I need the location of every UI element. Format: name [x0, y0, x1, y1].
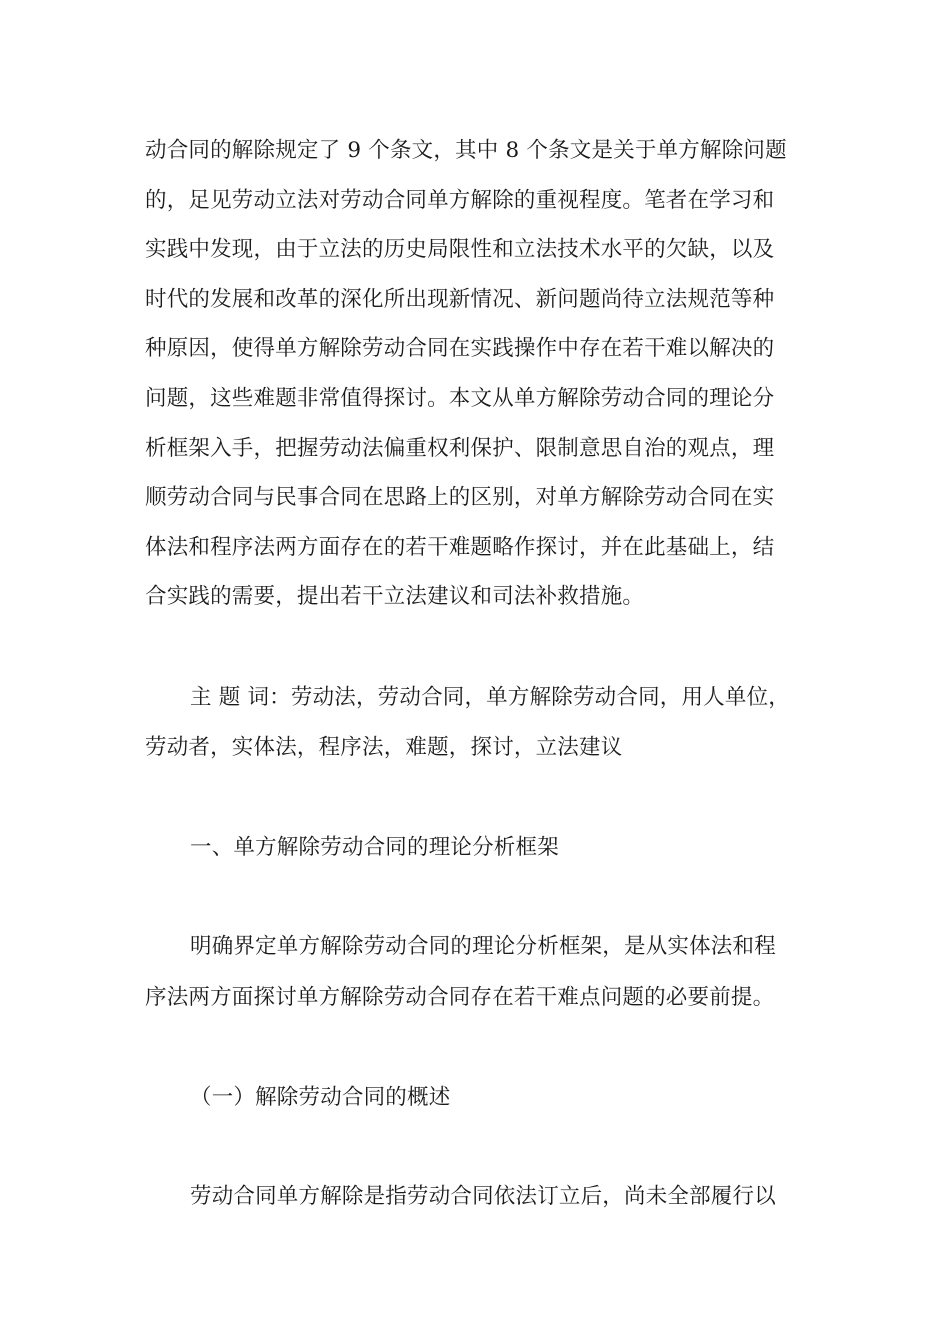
- intro-line-3: 实践中发现，由于立法的历史局限性和立法技术水平的欠缺，以及: [145, 237, 775, 262]
- section-heading: 一、单方解除劳动合同的理论分析框架: [190, 835, 559, 860]
- keywords-line-2: 劳动者，实体法，程序法，难题，探讨，立法建议: [145, 735, 623, 760]
- intro-line-7: 析框架入手，把握劳动法偏重权利保护、限制意思自治的观点，理: [145, 436, 775, 461]
- intro-line-6: 问题，这些难题非常值得探讨。本文从单方解除劳动合同的理论分: [145, 386, 775, 411]
- intro-line-5: 种原因，使得单方解除劳动合同在实践操作中存在若干难以解决的: [145, 336, 775, 361]
- intro-line-9: 体法和程序法两方面存在的若干难题略作探讨，并在此基础上，结: [145, 535, 775, 560]
- subsection-heading: （一）解除劳动合同的概述: [190, 1085, 451, 1110]
- intro-line-4: 时代的发展和改革的深化所出现新情况、新问题尚待立法规范等种: [145, 287, 775, 312]
- keywords-line-1: 主 题 词：劳动法，劳动合同，单方解除劳动合同，用人单位，: [190, 685, 790, 710]
- intro-line-1: 动合同的解除规定了 9 个条文，其中 8 个条文是关于单方解除问题: [145, 138, 787, 163]
- subsection-body-line-1: 劳动合同单方解除是指劳动合同依法订立后，尚未全部履行以: [190, 1184, 776, 1209]
- intro-line-8: 顺劳动合同与民事合同在思路上的区别，对单方解除劳动合同在实: [145, 485, 775, 510]
- section-body-line-2: 序法两方面探讨单方解除劳动合同存在若干难点问题的必要前提。: [145, 985, 775, 1010]
- intro-line-10: 合实践的需要，提出若干立法建议和司法补救措施。: [145, 584, 645, 609]
- section-body-line-1: 明确界定单方解除劳动合同的理论分析框架，是从实体法和程: [190, 934, 776, 959]
- intro-line-2: 的，足见劳动立法对劳动合同单方解除的重视程度。笔者在学习和: [145, 188, 775, 213]
